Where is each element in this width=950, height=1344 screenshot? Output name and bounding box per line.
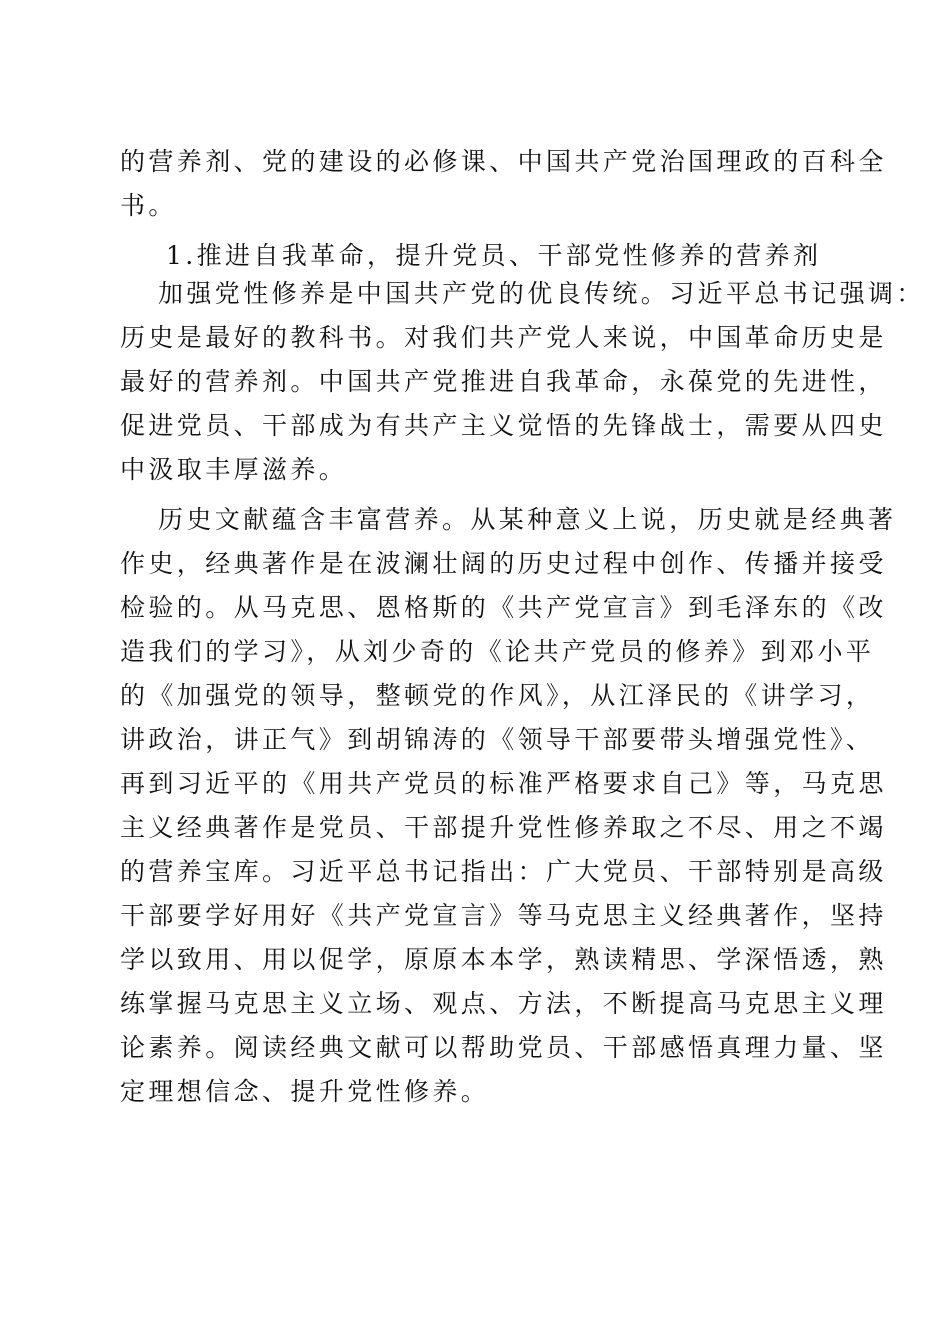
text-line: 历史文献蕴含丰富营养。从某种意义上说，历史就是经典著 — [158, 505, 897, 534]
intro-paragraph — [120, 140, 887, 228]
text-line: 加强党性修养是中国共产党的优良传统。习近平总书记强调： — [158, 279, 925, 308]
document-body — [120, 140, 925, 1114]
text-line: 再到习近平的《用共产党员的标准严格要求自己》等，马克思 — [120, 769, 887, 798]
text-line: 最好的营养剂。中国共产党推进自我革命，永葆党的先进性， — [120, 367, 887, 396]
text-line: 造我们的学习》，从刘少奇的《论共产党员的修养》到邓小平 — [120, 637, 875, 666]
text-line: 历史是最好的教科书。对我们共产党人来说，中国革命历史是 — [120, 323, 887, 352]
section-heading: 1.推进自我革命，提升党员、干部党性修养的营养剂 — [166, 241, 822, 270]
text-line: 的《加强党的领导，整顿党的作风》，从江泽民的《讲学习， — [120, 681, 875, 710]
text-line: 促进党员、干部成为有共产主义觉悟的先锋战士，需要从四史 — [120, 411, 887, 440]
text-line: 书。 — [120, 191, 177, 220]
paragraph-1 — [120, 272, 925, 492]
text-line: 中汲取丰厚滋养。 — [120, 455, 348, 484]
text-line: 的营养宝库。习近平总书记指出：广大党员、干部特别是高级 — [120, 857, 887, 886]
paragraph-2 — [120, 498, 897, 1114]
text-line: 学以致用、用以促学，原原本本学，熟读精思、学深悟透，熟 — [120, 945, 887, 974]
text-line: 主义经典著作是党员、干部提升党性修养取之不尽、用之不竭 — [120, 813, 887, 842]
text-line: 讲政治，讲正气》到胡锦涛的《领导干部要带头增强党性》、 — [120, 725, 875, 754]
text-line: 检验的。从马克思、恩格斯的《共产党宣言》到毛泽东的《改 — [120, 593, 887, 622]
text-line: 的营养剂、党的建设的必修课、中国共产党治国理政的百科全 — [120, 147, 887, 176]
text-line: 干部要学好用好《共产党宣言》等马克思主义经典著作，坚持 — [120, 901, 887, 930]
text-line: 作史，经典著作是在波澜壮阔的历史过程中创作、传播并接受 — [120, 549, 887, 578]
text-line: 练掌握马克思主义立场、观点、方法，不断提高马克思主义理 — [120, 989, 887, 1018]
text-line: 定理想信念、提升党性修养。 — [120, 1077, 490, 1106]
text-line: 论素养。阅读经典文献可以帮助党员、干部感悟真理力量、坚 — [120, 1033, 887, 1062]
